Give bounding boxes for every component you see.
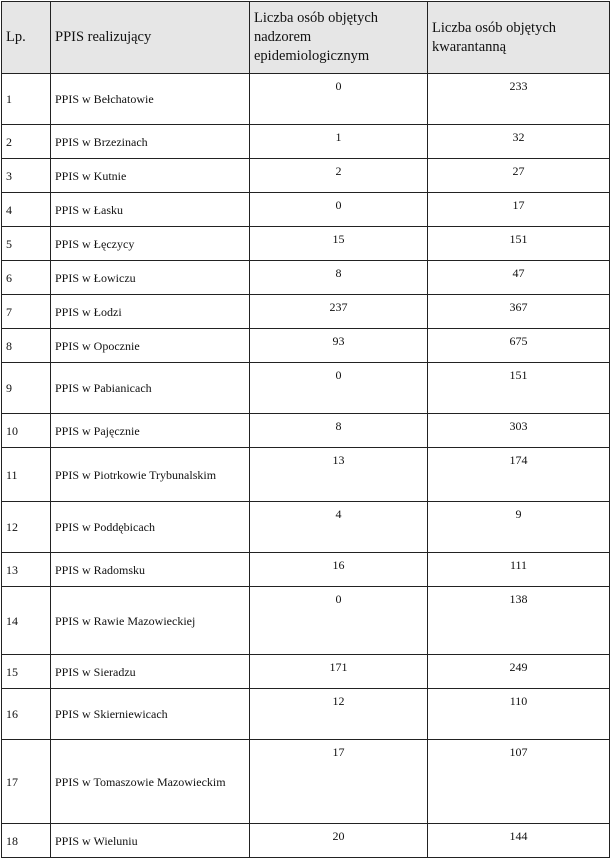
row-ppis-name: PPIS w Łodzi xyxy=(51,295,250,329)
row-quarantine-count: 151 xyxy=(428,363,610,414)
row-number: 8 xyxy=(2,329,51,363)
row-surveillance-count: 0 xyxy=(250,74,428,125)
row-quarantine-count: 151 xyxy=(428,227,610,261)
row-surveillance-count: 1 xyxy=(250,125,428,159)
header-lp-label: Lp. xyxy=(6,29,26,45)
table-row xyxy=(2,689,610,740)
row-number: 9 xyxy=(2,363,51,414)
row-ppis-name: PPIS w Opocznie xyxy=(51,329,250,363)
table-row xyxy=(2,329,610,363)
row-number: 15 xyxy=(2,655,51,689)
row-number: 16 xyxy=(2,689,51,740)
row-surveillance-count: 237 xyxy=(250,295,428,329)
row-quarantine-count: 110 xyxy=(428,689,610,740)
row-ppis-name: PPIS w Sieradzu xyxy=(51,655,250,689)
table-row xyxy=(2,553,610,587)
row-number: 4 xyxy=(2,193,51,227)
row-number: 2 xyxy=(2,125,51,159)
table-row xyxy=(2,261,610,295)
header-surveillance-label: Liczba osób objętych nadzorem epidemiologicznym xyxy=(254,10,379,64)
row-quarantine-count: 9 xyxy=(428,502,610,553)
row-number: 6 xyxy=(2,261,51,295)
row-ppis-name: PPIS w Pabianicach xyxy=(51,363,250,414)
table-row xyxy=(2,740,610,824)
header-surveillance xyxy=(250,2,428,74)
row-ppis-name: PPIS w Skierniewicach xyxy=(51,689,250,740)
row-surveillance-count: 16 xyxy=(250,553,428,587)
row-surveillance-count: 2 xyxy=(250,159,428,193)
row-number: 14 xyxy=(2,587,51,655)
row-quarantine-count: 32 xyxy=(428,125,610,159)
row-quarantine-count: 233 xyxy=(428,74,610,125)
row-ppis-name: PPIS w Pajęcznie xyxy=(51,414,250,448)
table-row xyxy=(2,74,610,125)
row-ppis-name: PPIS w Rawie Mazowieckiej xyxy=(51,587,250,655)
table-row xyxy=(2,587,610,655)
row-surveillance-count: 12 xyxy=(250,689,428,740)
row-number: 1 xyxy=(2,74,51,125)
row-number: 11 xyxy=(2,448,51,502)
row-number: 12 xyxy=(2,502,51,553)
row-quarantine-count: 27 xyxy=(428,159,610,193)
table-row xyxy=(2,655,610,689)
row-surveillance-count: 13 xyxy=(250,448,428,502)
row-number: 5 xyxy=(2,227,51,261)
row-surveillance-count: 0 xyxy=(250,587,428,655)
row-number: 3 xyxy=(2,159,51,193)
row-ppis-name: PPIS w Piotrkowie Trybunalskim xyxy=(51,448,250,502)
table-row xyxy=(2,448,610,502)
row-ppis-name: PPIS w Kutnie xyxy=(51,159,250,193)
row-ppis-name: PPIS w Łasku xyxy=(51,193,250,227)
row-surveillance-count: 93 xyxy=(250,329,428,363)
row-quarantine-count: 174 xyxy=(428,448,610,502)
table-row xyxy=(2,159,610,193)
table-row xyxy=(2,227,610,261)
row-number: 13 xyxy=(2,553,51,587)
row-ppis-name: PPIS w Wieluniu xyxy=(51,824,250,858)
row-ppis-name: PPIS w Radomsku xyxy=(51,553,250,587)
table-row xyxy=(2,363,610,414)
row-number: 10 xyxy=(2,414,51,448)
row-surveillance-count: 171 xyxy=(250,655,428,689)
row-surveillance-count: 8 xyxy=(250,261,428,295)
row-ppis-name: PPIS w Łowiczu xyxy=(51,261,250,295)
table-header-row xyxy=(2,2,610,74)
header-lp xyxy=(2,2,51,74)
row-surveillance-count: 8 xyxy=(250,414,428,448)
table-row xyxy=(2,295,610,329)
header-ppis xyxy=(51,2,250,74)
row-surveillance-count: 0 xyxy=(250,363,428,414)
row-surveillance-count: 15 xyxy=(250,227,428,261)
header-ppis-label: PPIS realizujący xyxy=(55,29,152,45)
row-quarantine-count: 675 xyxy=(428,329,610,363)
header-quarantine-label: Liczba osób objętych kwarantanną xyxy=(432,19,557,55)
row-quarantine-count: 367 xyxy=(428,295,610,329)
table-row xyxy=(2,502,610,553)
row-ppis-name: PPIS w Łęczycy xyxy=(51,227,250,261)
row-quarantine-count: 138 xyxy=(428,587,610,655)
header-quarantine xyxy=(428,2,610,74)
row-number: 7 xyxy=(2,295,51,329)
table-row xyxy=(2,125,610,159)
row-quarantine-count: 144 xyxy=(428,824,610,858)
row-ppis-name: PPIS w Bełchatowie xyxy=(51,74,250,125)
row-surveillance-count: 17 xyxy=(250,740,428,824)
row-ppis-name: PPIS w Tomaszowie Mazowieckim xyxy=(51,740,250,824)
row-ppis-name: PPIS w Poddębicach xyxy=(51,502,250,553)
row-quarantine-count: 111 xyxy=(428,553,610,587)
row-quarantine-count: 47 xyxy=(428,261,610,295)
row-surveillance-count: 4 xyxy=(250,502,428,553)
row-quarantine-count: 303 xyxy=(428,414,610,448)
row-surveillance-count: 0 xyxy=(250,193,428,227)
row-ppis-name: PPIS w Brzezinach xyxy=(51,125,250,159)
row-quarantine-count: 249 xyxy=(428,655,610,689)
table-row xyxy=(2,193,610,227)
row-surveillance-count: 20 xyxy=(250,824,428,858)
row-quarantine-count: 107 xyxy=(428,740,610,824)
row-number: 18 xyxy=(2,824,51,858)
table-row xyxy=(2,414,610,448)
table-row xyxy=(2,824,610,858)
row-quarantine-count: 17 xyxy=(428,193,610,227)
row-number: 17 xyxy=(2,740,51,824)
epidemiological-table xyxy=(1,1,610,858)
